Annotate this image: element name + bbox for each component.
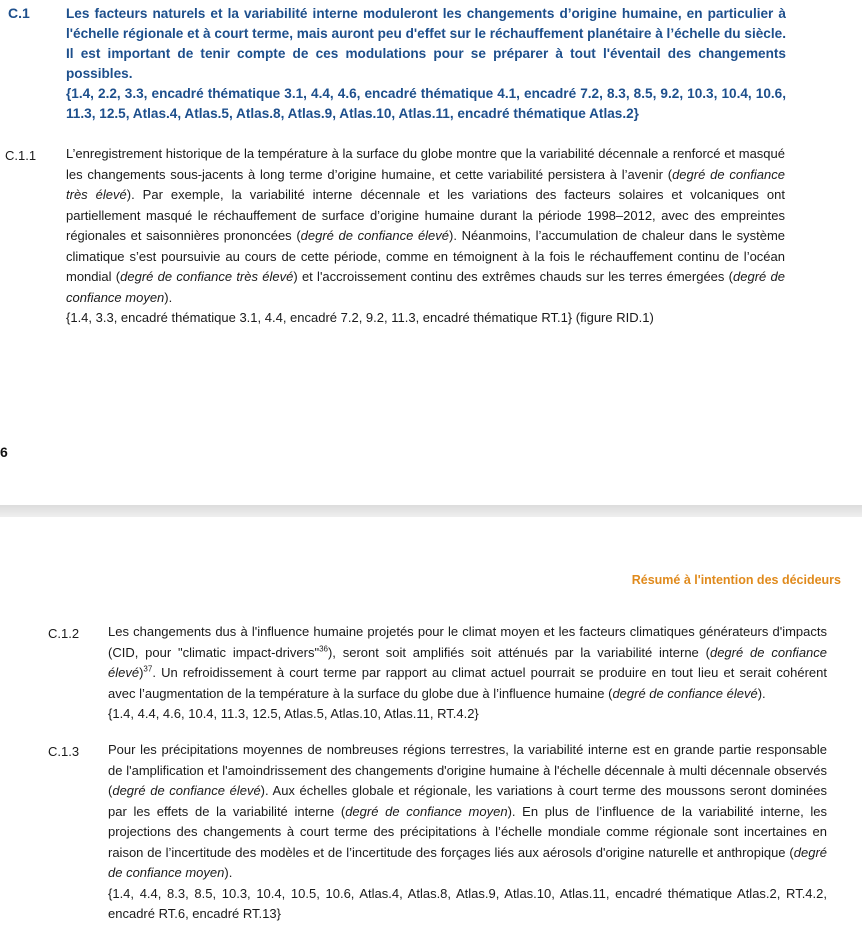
- c1-references: {1.4, 2.2, 3.3, encadré thématique 3.1, 4.4, 4.6, encadré thématique 4.1, encadré 7.2, 8.3, 8.5, 9.2, 10.3, 10.4, 10.6, 11.3, 12.5, Atlas.4, Atlas.5, Atlas.8, Atlas.9, Atlas.10, Atlas.11, encadré thématique Atlas.2}: [66, 86, 786, 121]
- running-head: Résumé à l'intention des décideurs: [631, 573, 841, 587]
- c13-text-1: Pour les précipitations moyennes de nombreuses régions terrestres, la variabilité interne est en grande partie responsable de l'amplification et l'amoindrissement des changements d'origine humaine à l'échelle décennale à multi décennale observés (: [108, 742, 827, 798]
- paragraph-c11: [66, 144, 785, 329]
- c12-text-3: ): [139, 665, 144, 680]
- c13-confidence-2: degré de confiance moyen: [345, 803, 508, 819]
- c11-confidence-2: degré de confiance élevé: [300, 228, 450, 243]
- c13-text-4: ).: [224, 865, 233, 880]
- c1-heading-text: Les facteurs naturels et la variabilité interne moduleront les changements d’origine humaine, en particulier à l'échelle régionale et à court terme, mais auront peu d'effet sur le réchauffement planétaire à l’échelle du siècle. Il est important de tenir compte de ces modulations pour se préparer à tout l'éventail des changements possibles.: [66, 6, 786, 81]
- c11-confidence-1: degré de confiance très élevé: [66, 166, 785, 202]
- c12-text-4: . Un refroidissement à court terme par rapport au climat actuel pourrait se produire en tout lieu et serait cohérent avec l’augmentation de la température à la surface du globe due à l’influence humaine (: [108, 665, 827, 701]
- c12-confidence-1: degré de confiance élevé: [108, 644, 828, 680]
- c11-confidence-3: degré de confiance très élevé: [120, 269, 294, 284]
- c12-text-5: ).: [757, 685, 766, 701]
- c11-references: {1.4, 3.3, encadré thématique 3.1, 4.4, encadré 7.2, 9.2, 11.3, encadré thématique RT.1} (figure RID.1): [66, 310, 654, 325]
- c11-text-1: L’enregistrement historique de la température à la surface du globe montre que la variabilité décennale a renforcé et masqué les changements sous-jacents à long terme d’origine humaine, et cette variabilité persistera à l’avenir (: [66, 146, 785, 182]
- paragraph-number-c11: C.1.1: [5, 148, 37, 163]
- c12-footnote-36: 36: [319, 644, 328, 654]
- c13-confidence-3: degré de confiance moyen: [108, 844, 827, 880]
- page-number: 6: [0, 444, 8, 460]
- c12-footnote-37: 37: [143, 664, 153, 674]
- section-heading-c1: [66, 4, 786, 124]
- c11-confidence-4: degré de confiance moyen: [66, 269, 785, 305]
- page-divider: [0, 505, 862, 517]
- c13-text-3: ). En plus de l’influence de la variabilité interne, les projections des changements à court terme des précipitations à l’échelle mondiale comme régionale sont incertaines en raison de l’incertitude des modèles et de l’incertitude des forçages liés aux aérosols d'origine naturelle et anthropique (: [108, 803, 827, 860]
- paragraph-c12: [108, 622, 827, 725]
- c13-confidence-1: degré de confiance élevé: [112, 783, 261, 798]
- c11-text-5: ).: [164, 289, 173, 305]
- section-number-c1: C.1: [8, 5, 30, 21]
- c12-text-2: ), seront soit amplifiés soit atténués par la variabilité interne (: [327, 644, 710, 660]
- c12-confidence-2: degré de confiance élevé: [612, 685, 758, 701]
- paragraph-c13: [108, 740, 827, 925]
- c12-text-1: Les changements dus à l'influence humaine projetés pour le climat moyen et les facteurs climatiques générateurs d'impacts (CID, pour "climatic impact-drivers": [108, 624, 827, 660]
- c11-text-3: ). Néanmoins, l’accumulation de chaleur dans le système climatique s’est poursuivie au cours de cette période, comme en témoignent à la fois le réchauffement continu de l’océan mondial (: [66, 228, 786, 284]
- paragraph-number-c13: C.1.3: [48, 744, 80, 759]
- paragraph-number-c12: C.1.2: [48, 626, 80, 641]
- c11-text-4: ) et l'accroissement continu des extrêmes chauds sur les terres émergées (: [293, 269, 734, 284]
- c12-references: {1.4, 4.4, 4.6, 10.4, 11.3, 12.5, Atlas.5, Atlas.10, Atlas.11, RT.4.2}: [108, 706, 479, 721]
- c13-references: {1.4, 4.4, 8.3, 8.5, 10.3, 10.4, 10.5, 10.6, Atlas.4, Atlas.8, Atlas.9, Atlas.10, Atlas.11, encadré thématique Atlas.2, RT.4.2, encadré RT.6, encadré RT.13}: [108, 885, 827, 921]
- c13-text-2: ). Aux échelles globale et régionale, les variations à court terme des moussons seront dominées par les effets de la variabilité interne (: [108, 783, 827, 819]
- c11-text-2: ). Par exemple, la variabilité interne décennale et les variations des facteurs solaires et volcaniques ont partiellement masqué le réchauffement de surface d’origine humaine durant la période 1998–2012, avec des empreintes régionales et saisonnières prononcées (: [66, 187, 785, 243]
